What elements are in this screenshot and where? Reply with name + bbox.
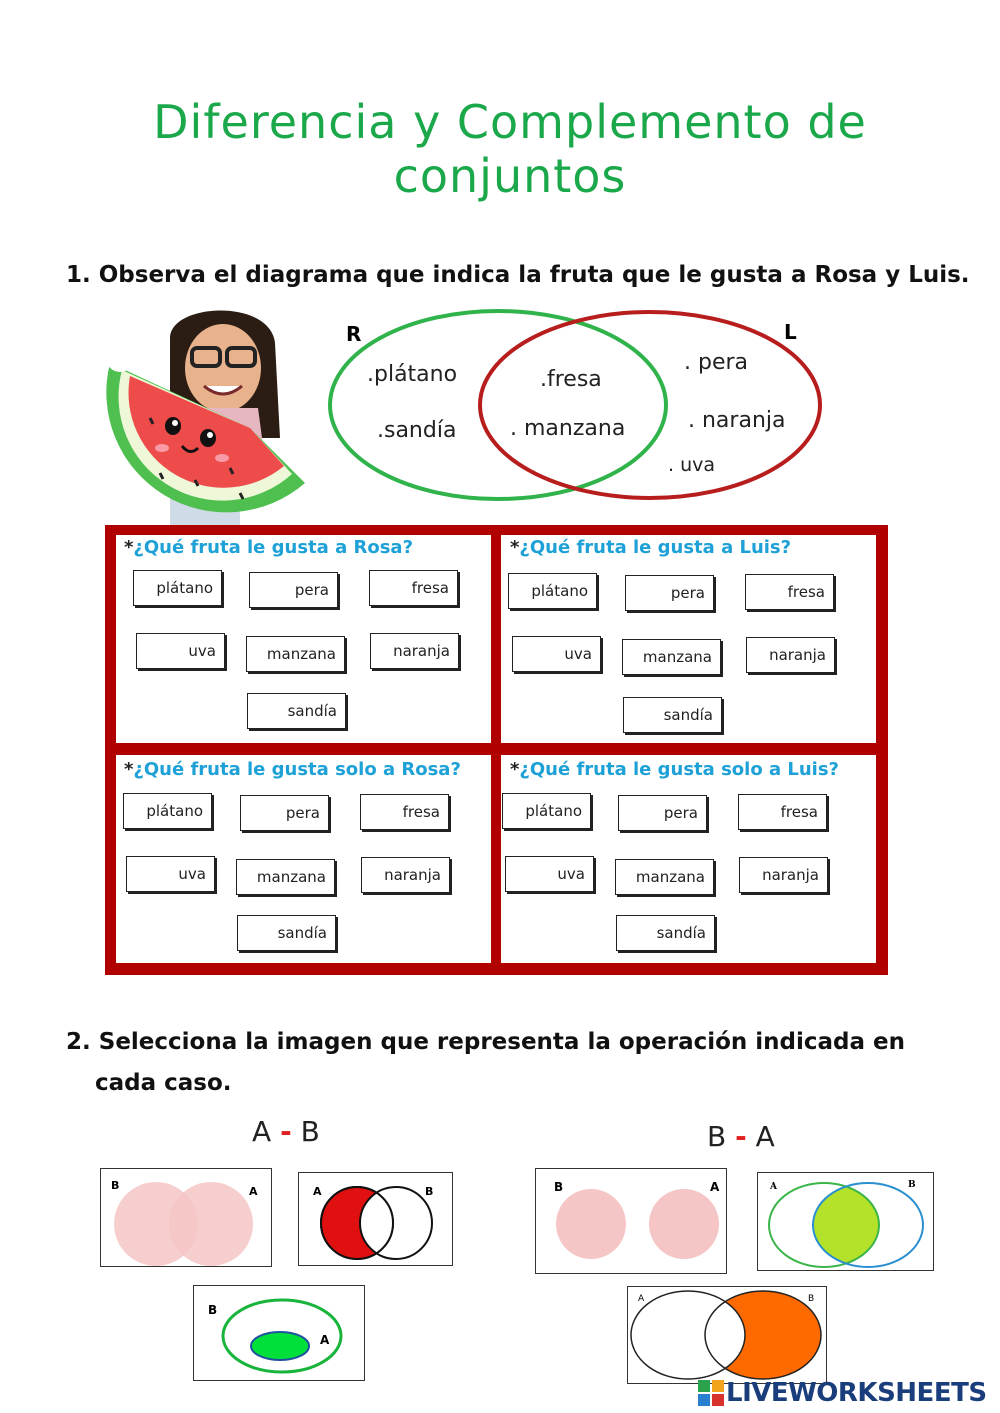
panel-question-solo-luis: *¿Qué fruta le gusta solo a Luis? bbox=[510, 759, 839, 780]
title-line-1: Diferencia y Complemento de bbox=[153, 95, 867, 149]
option-naranja[interactable]: naranja bbox=[361, 857, 450, 893]
option-manzana[interactable]: manzana bbox=[622, 639, 721, 675]
label-b: B bbox=[808, 1294, 815, 1304]
liveworksheets-watermark bbox=[698, 1378, 987, 1408]
option-platano[interactable]: plátano bbox=[502, 793, 591, 829]
option-fresa[interactable]: fresa bbox=[745, 574, 834, 610]
label-a: A bbox=[638, 1294, 645, 1304]
choice-a-minus-b-2[interactable] bbox=[298, 1172, 453, 1266]
option-sandia[interactable]: sandía bbox=[247, 693, 346, 729]
choice-b-minus-a-1[interactable] bbox=[535, 1168, 727, 1274]
option-manzana[interactable]: manzana bbox=[615, 859, 714, 895]
label-b: B bbox=[425, 1185, 434, 1198]
option-sandia[interactable]: sandía bbox=[237, 915, 336, 951]
venn-item: .sandía bbox=[377, 418, 457, 443]
option-uva[interactable]: uva bbox=[512, 636, 601, 672]
question-2 bbox=[66, 1022, 905, 1104]
watermark-text: LIVEWORKSHEETS bbox=[726, 1378, 987, 1408]
panel-question-solo-rosa: *¿Qué fruta le gusta solo a Rosa? bbox=[124, 759, 461, 780]
option-sandia[interactable]: sandía bbox=[623, 697, 722, 733]
option-uva[interactable]: uva bbox=[126, 856, 215, 892]
option-naranja[interactable]: naranja bbox=[370, 633, 459, 669]
venn-item: . pera bbox=[684, 350, 749, 375]
set-l-circle bbox=[480, 312, 820, 498]
option-pera[interactable]: pera bbox=[625, 575, 714, 611]
option-pera[interactable]: pera bbox=[249, 572, 338, 608]
label-a: A bbox=[249, 1185, 258, 1198]
option-uva[interactable]: uva bbox=[505, 856, 594, 892]
question-1: 1. Observa el diagrama que indica la fruta que le gusta a Rosa y Luis. bbox=[66, 262, 970, 288]
venn-item: . manzana bbox=[510, 416, 626, 441]
label-b: B bbox=[554, 1180, 564, 1194]
liveworksheets-logo-icon bbox=[698, 1380, 724, 1406]
choice-b-minus-a-3[interactable] bbox=[627, 1286, 827, 1384]
label-a: A bbox=[320, 1333, 330, 1347]
option-manzana[interactable]: manzana bbox=[236, 859, 335, 895]
title-line-2: conjuntos bbox=[393, 149, 627, 203]
panel-question-luis: *¿Qué fruta le gusta a Luis? bbox=[510, 537, 792, 558]
choice-b-minus-a-2[interactable] bbox=[757, 1172, 934, 1271]
avatar-illustration bbox=[100, 298, 315, 528]
label-b: B bbox=[208, 1303, 218, 1317]
venn-item: . naranja bbox=[688, 408, 786, 433]
option-fresa[interactable]: fresa bbox=[738, 794, 827, 830]
choice-a-minus-b-1[interactable] bbox=[100, 1168, 272, 1267]
option-pera[interactable]: pera bbox=[618, 795, 707, 831]
label-a: A bbox=[770, 1182, 777, 1192]
venn-item: . uva bbox=[668, 454, 716, 476]
set-r-label: R bbox=[346, 322, 362, 346]
question-2-line-1: 2. Selecciona la imagen que representa la operación indicada en bbox=[66, 1029, 906, 1055]
panel-question-rosa: *¿Qué fruta le gusta a Rosa? bbox=[124, 537, 414, 558]
option-platano[interactable]: plátano bbox=[123, 793, 212, 829]
option-manzana[interactable]: manzana bbox=[246, 636, 345, 672]
venn-item: .plátano bbox=[367, 362, 458, 387]
option-naranja[interactable]: naranja bbox=[746, 637, 835, 673]
option-uva[interactable]: uva bbox=[136, 633, 225, 669]
label-b: B bbox=[111, 1179, 120, 1192]
choice-a-minus-b-3[interactable] bbox=[193, 1285, 365, 1381]
question-2-line-2: cada caso. bbox=[95, 1070, 232, 1096]
set-r-circle bbox=[330, 311, 666, 499]
option-sandia[interactable]: sandía bbox=[616, 915, 715, 951]
operation-a-minus-b: A - B bbox=[252, 1115, 320, 1148]
option-platano[interactable]: plátano bbox=[508, 573, 597, 609]
option-fresa[interactable]: fresa bbox=[369, 570, 458, 606]
option-pera[interactable]: pera bbox=[240, 795, 329, 831]
venn-item: .fresa bbox=[540, 367, 602, 392]
label-b: B bbox=[908, 1180, 916, 1190]
page-title bbox=[60, 95, 960, 203]
option-platano[interactable]: plátano bbox=[133, 570, 222, 606]
option-fresa[interactable]: fresa bbox=[360, 794, 449, 830]
option-naranja[interactable]: naranja bbox=[739, 857, 828, 893]
label-a: A bbox=[313, 1185, 322, 1198]
operation-b-minus-a: B - A bbox=[707, 1120, 775, 1153]
set-l-label: L bbox=[784, 320, 797, 344]
label-a: A bbox=[710, 1180, 720, 1194]
